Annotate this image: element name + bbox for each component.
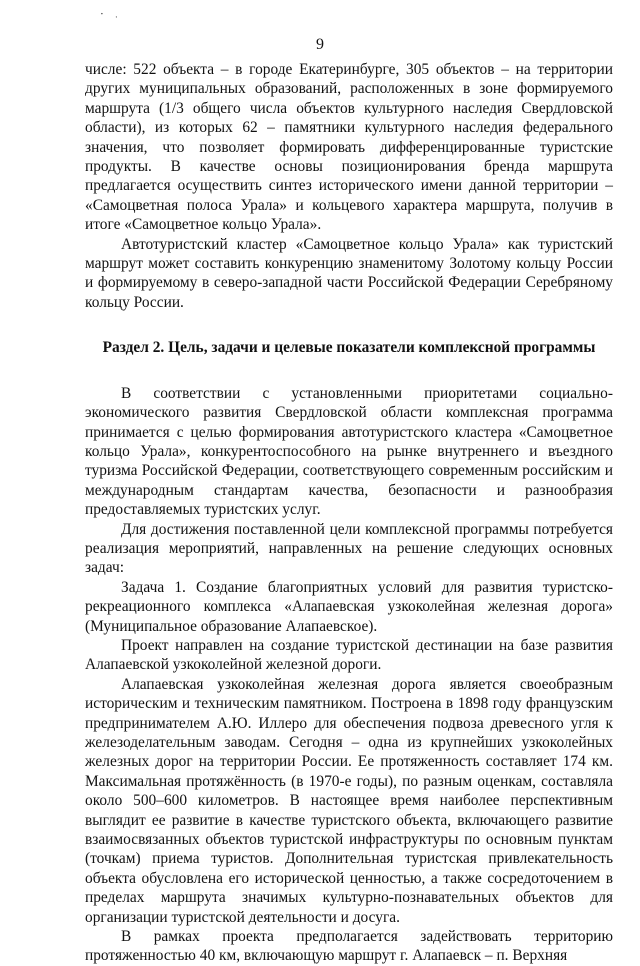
document-body (85, 60, 613, 966)
paragraph: В соответствии с установленными приоритетами социально-экономического развития Свердловской области комплексная программа принимается с целью формирования автотуристского кластера «Самоцветное кольцо Урала», конкурентоспособного на рынке внутреннего и въездного туризма Российской Федерации, соответствующего современным российским и международным стандартам качества, безопасности и разнообразия предоставляемых туристских услуг. (85, 384, 613, 519)
page-number: 9 (316, 36, 324, 53)
paragraph: В рамках проекта предполагается задействовать территорию протяженностью 40 км, включающую маршрут г. Алапаевск – п. Верхняя (85, 928, 613, 965)
paragraph: Задача 1. Создание благоприятных условий для развития туристско-рекреационного комплекса «Алапаевская узкоколейная железная дорога» (Муниципальное образование Алапаевское). (85, 578, 613, 635)
paragraph: Проект направлен на создание туристской дестинации на базе развития Алапаевской узкоколейной железной дороги. (85, 636, 613, 674)
paragraph: Автотуристский кластер «Самоцветное кольцо Урала» как туристский маршрут может составить конкуренцию знаменитому Золотому кольцу России и формируемому в северо-западной части Российской Федерации Серебряному кольцу России. (85, 235, 613, 311)
paragraph: Для достижения поставленной цели комплексной программы потребуется реализация мероприятий, направленных на решение следующих основных задач: (85, 520, 613, 577)
paragraph: числе: 522 объекта – в городе Екатеринбурге, 305 объектов – на территории других муниципальных образований, расположенных в зоне формируемого маршрута (1/3 общего числа объектов культурного наследия Свердловской области), из которых 62 – памятники культурного наследия федерального значения, что позволяет формировать дифференцированные туристские продукты. В качестве основы позиционирования бренда маршрута предлагается осуществить синтез исторического имени данной территории – «Самоцветная полоса Урала» и кольцевого характера маршрута, получив в итоге «Самоцветное кольцо Урала». (85, 61, 613, 234)
scan-marks: ⠁ · (100, 12, 121, 22)
paragraph: Алапаевская узкоколейная железная дорога является своеобразным историческим и техническим памятником. Построена в 1898 году французским предпринимателем А.Ю. Иллеро для обеспечения подвоза древесного угля к железоделательным заводам. Сегодня – одна из крупнейших узкоколейных железных дорог на территории России. Ее протяженность составляет 174 км. Максимальная протяжённость (в 1970-е годы), по разным оценкам, составляла около 500–600 километров. В настоящее время наиболее перспективным выглядит ее развитие в качестве туристского объекта, включающего развитие взаимосвязанных объектов туристской инфраструктуры по основным пунктам (точкам) приема туристов. Дополнительная туристская привлекательность объекта обусловлена его исторической ценностью, а также сосредоточением в пределах маршрута значимых культурно-познавательных объектов для организации туристской деятельности и досуга. (85, 675, 613, 926)
section-heading: Раздел 2. Цель, задачи и целевые показатели комплексной программы (102, 339, 596, 357)
